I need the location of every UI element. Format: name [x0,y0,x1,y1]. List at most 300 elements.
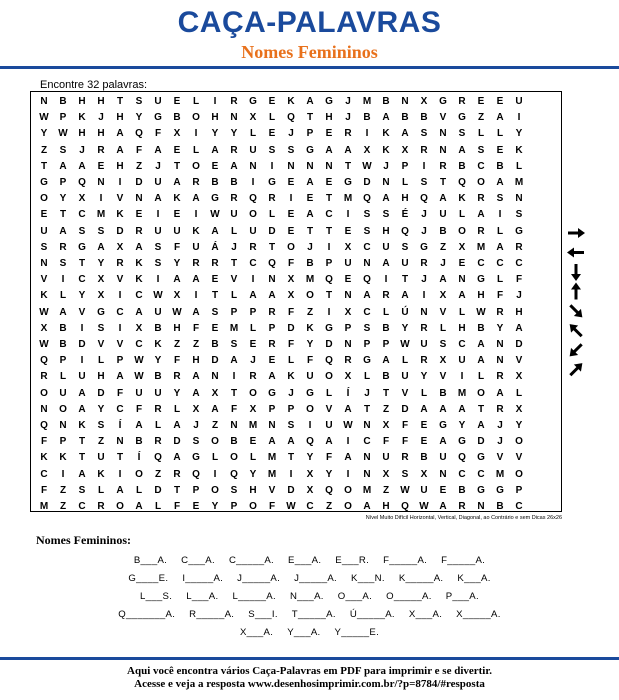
grid-cell[interactable]: T [287,452,295,464]
grid-cell[interactable]: X [344,371,352,383]
grid-cell[interactable]: J [231,241,237,253]
grid-cell[interactable]: N [382,177,390,188]
grid-cell[interactable]: A [211,144,219,156]
grid-cell[interactable]: F [382,436,390,448]
grid-cell[interactable]: L [287,355,295,367]
grid-cell[interactable]: Z [192,339,200,350]
grid-cell[interactable]: L [382,306,390,318]
grid-cell[interactable]: P [59,355,67,367]
grid-cell[interactable]: E [135,209,143,221]
grid-cell[interactable]: O [306,290,314,302]
grid-cell[interactable]: Z [211,420,219,431]
grid-cell[interactable]: K [306,322,314,334]
grid-cell[interactable]: A [439,436,447,448]
grid-cell[interactable]: E [458,258,466,269]
grid-cell[interactable]: U [135,387,143,399]
grid-cell[interactable]: V [439,306,447,318]
grid-cell[interactable]: A [496,177,504,188]
grid-cell[interactable]: L [401,177,409,188]
grid-cell[interactable]: B [59,339,67,350]
grid-cell[interactable]: W [134,371,144,383]
grid-cell[interactable]: E [287,177,295,188]
grid-cell[interactable]: Y [230,128,238,140]
grid-cell[interactable]: I [80,322,84,334]
grid-cell[interactable]: A [154,193,162,205]
grid-cell[interactable]: O [458,225,466,237]
grid-cell[interactable]: W [362,160,372,172]
grid-cell[interactable]: H [192,355,200,367]
grid-cell[interactable]: I [156,209,160,221]
grid-cell[interactable]: S [97,420,105,431]
grid-cell[interactable]: T [306,112,314,124]
grid-cell[interactable]: E [268,96,276,107]
grid-cell[interactable]: B [230,177,238,188]
grid-cell[interactable]: B [420,112,428,124]
grid-cell[interactable]: A [477,209,485,221]
grid-cell[interactable]: K [59,452,67,464]
grid-cell[interactable]: Q [401,225,409,237]
grid-cell[interactable]: R [154,403,162,415]
grid-cell[interactable]: B [382,371,390,383]
grid-cell[interactable]: H [249,484,257,496]
grid-cell[interactable]: N [363,468,371,480]
grid-cell[interactable]: J [79,144,85,156]
grid-cell[interactable]: K [116,209,124,221]
grid-cell[interactable]: S [59,258,67,269]
grid-cell[interactable]: I [61,468,65,480]
grid-cell[interactable]: J [288,128,294,140]
grid-cell[interactable]: G [97,306,105,318]
grid-cell[interactable]: X [97,274,105,286]
grid-cell[interactable]: L [401,355,409,367]
grid-cell[interactable]: G [344,177,352,188]
grid-cell[interactable]: N [515,193,523,205]
grid-cell[interactable]: O [344,484,352,496]
grid-cell[interactable]: L [496,274,504,286]
grid-cell[interactable]: N [496,339,504,350]
grid-cell[interactable]: M [267,468,277,480]
grid-cell[interactable]: A [78,403,86,415]
grid-cell[interactable]: T [268,241,276,253]
grid-cell[interactable]: Y [135,112,143,124]
grid-cell[interactable]: O [40,387,48,399]
grid-cell[interactable]: J [364,387,370,399]
grid-cell[interactable]: P [249,306,257,318]
grid-cell[interactable]: C [477,258,485,269]
grid-cell[interactable]: M [267,452,277,464]
grid-cell[interactable]: R [344,355,352,367]
grid-cell[interactable]: G [154,112,162,124]
grid-cell[interactable]: G [40,177,48,188]
grid-cell[interactable]: Q [268,258,276,269]
grid-cell[interactable]: L [154,501,162,512]
grid-cell[interactable]: N [363,420,371,431]
grid-cell[interactable]: R [458,501,466,512]
grid-cell[interactable]: E [496,144,504,156]
grid-cell[interactable]: O [116,501,124,512]
grid-cell[interactable]: C [135,290,143,302]
grid-cell[interactable]: O [192,160,200,172]
grid-cell[interactable]: N [59,420,67,431]
grid-cell[interactable]: N [401,96,409,107]
grid-cell[interactable]: A [116,371,124,383]
grid-cell[interactable]: V [230,274,238,286]
grid-cell[interactable]: R [97,501,105,512]
grid-cell[interactable]: C [135,339,143,350]
grid-cell[interactable]: A [496,241,504,253]
grid-cell[interactable]: N [268,274,276,286]
grid-cell[interactable]: C [363,241,371,253]
grid-cell[interactable]: X [458,241,466,253]
grid-cell[interactable]: H [458,322,466,334]
grid-cell[interactable]: U [59,387,67,399]
grid-cell[interactable]: E [420,420,428,431]
grid-cell[interactable]: G [363,355,371,367]
grid-cell[interactable]: R [249,371,257,383]
grid-cell[interactable]: X [97,290,105,302]
grid-cell[interactable]: X [287,290,295,302]
grid-cell[interactable]: P [325,258,333,269]
grid-cell[interactable]: S [515,209,523,221]
grid-cell[interactable]: X [382,420,390,431]
grid-cell[interactable]: O [515,436,523,448]
grid-cell[interactable]: X [515,371,523,383]
grid-cell[interactable]: Y [78,290,86,302]
grid-cell[interactable]: Q [420,193,428,205]
grid-cell[interactable]: W [134,355,144,367]
grid-cell[interactable]: L [135,484,143,496]
grid-cell[interactable]: C [116,306,124,318]
grid-cell[interactable]: G [458,112,466,124]
grid-cell[interactable]: R [211,258,219,269]
grid-cell[interactable]: C [116,403,124,415]
grid-cell[interactable]: L [59,290,67,302]
grid-cell[interactable]: S [97,322,105,334]
grid-cell[interactable]: K [287,96,295,107]
grid-cell[interactable]: O [211,436,219,448]
grid-cell[interactable]: N [344,339,352,350]
grid-cell[interactable]: T [382,387,390,399]
grid-cell[interactable]: H [401,193,409,205]
grid-cell[interactable]: P [268,322,276,334]
grid-cell[interactable]: P [59,112,67,124]
grid-cell[interactable]: I [422,160,426,172]
grid-cell[interactable]: F [515,274,523,286]
grid-cell[interactable]: F [40,436,48,448]
grid-cell[interactable]: A [173,420,181,431]
grid-cell[interactable]: T [78,452,86,464]
grid-cell[interactable]: N [306,160,314,172]
grid-cell[interactable]: R [97,144,105,156]
grid-cell[interactable]: O [135,468,143,480]
grid-cell[interactable]: I [232,371,236,383]
grid-cell[interactable]: N [477,501,485,512]
grid-cell[interactable]: I [346,436,350,448]
grid-cell[interactable]: A [515,322,523,334]
grid-cell[interactable]: N [40,403,48,415]
grid-cell[interactable]: V [401,387,409,399]
grid-cell[interactable]: B [401,112,409,124]
grid-cell[interactable]: B [420,452,428,464]
grid-cell[interactable]: U [401,258,409,269]
grid-cell[interactable]: L [496,225,504,237]
grid-cell[interactable]: O [515,468,523,480]
grid-cell[interactable]: R [496,371,504,383]
grid-cell[interactable]: A [439,403,447,415]
grid-cell[interactable]: Z [382,484,390,496]
grid-cell[interactable]: A [458,290,466,302]
grid-cell[interactable]: N [496,355,504,367]
grid-cell[interactable]: X [344,241,352,253]
grid-cell[interactable]: Q [135,128,143,140]
grid-cell[interactable]: I [61,274,65,286]
grid-cell[interactable]: K [287,371,295,383]
grid-cell[interactable]: F [154,128,162,140]
grid-cell[interactable]: I [118,177,122,188]
grid-cell[interactable]: T [344,160,352,172]
grid-cell[interactable]: A [135,241,143,253]
grid-cell[interactable]: H [382,225,390,237]
grid-cell[interactable]: G [192,452,200,464]
grid-cell[interactable]: W [39,339,49,350]
grid-cell[interactable]: Z [477,112,485,124]
grid-cell[interactable]: A [97,241,105,253]
grid-cell[interactable]: B [173,112,181,124]
grid-cell[interactable]: Q [325,484,333,496]
grid-cell[interactable]: S [230,484,238,496]
grid-cell[interactable]: C [40,468,48,480]
grid-cell[interactable]: V [439,112,447,124]
grid-cell[interactable]: A [477,355,485,367]
grid-cell[interactable]: P [59,436,67,448]
grid-cell[interactable]: U [154,96,162,107]
grid-cell[interactable]: A [116,128,124,140]
grid-cell[interactable]: B [211,339,219,350]
grid-cell[interactable]: I [194,290,198,302]
grid-cell[interactable]: T [211,290,219,302]
grid-cell[interactable]: C [496,258,504,269]
grid-cell[interactable]: I [289,193,293,205]
grid-cell[interactable]: U [439,452,447,464]
grid-cell[interactable]: Ú [401,306,409,318]
grid-cell[interactable]: Y [306,452,314,464]
grid-cell[interactable]: E [192,501,200,512]
grid-cell[interactable]: B [496,160,504,172]
grid-cell[interactable]: Z [59,501,67,512]
grid-cell[interactable]: B [458,160,466,172]
grid-cell[interactable]: Y [306,339,314,350]
grid-cell[interactable]: Q [40,355,48,367]
grid-cell[interactable]: L [59,371,67,383]
grid-cell[interactable]: S [401,468,409,480]
grid-cell[interactable]: A [135,306,143,318]
grid-cell[interactable]: B [154,371,162,383]
grid-cell[interactable]: A [439,193,447,205]
grid-cell[interactable]: E [40,209,48,221]
grid-cell[interactable]: N [344,290,352,302]
grid-cell[interactable]: P [268,403,276,415]
grid-cell[interactable]: R [268,306,276,318]
grid-cell[interactable]: S [192,436,200,448]
grid-cell[interactable]: O [477,177,485,188]
grid-cell[interactable]: U [401,371,409,383]
grid-cell[interactable]: Q [363,193,371,205]
grid-cell[interactable]: I [251,274,255,286]
grid-cell[interactable]: U [154,387,162,399]
grid-cell[interactable]: T [173,160,181,172]
grid-cell[interactable]: B [154,322,162,334]
grid-cell[interactable]: G [78,241,86,253]
grid-cell[interactable]: Y [249,468,257,480]
grid-cell[interactable]: A [401,290,409,302]
grid-cell[interactable]: Q [458,452,466,464]
grid-cell[interactable]: W [153,290,163,302]
grid-cell[interactable]: C [249,258,257,269]
grid-cell[interactable]: N [420,306,428,318]
grid-cell[interactable]: Z [325,501,333,512]
grid-cell[interactable]: L [268,112,276,124]
grid-cell[interactable]: H [78,128,86,140]
grid-cell[interactable]: E [325,177,333,188]
grid-cell[interactable]: E [420,436,428,448]
grid-cell[interactable]: P [401,160,409,172]
grid-cell[interactable]: M [362,484,372,496]
grid-cell[interactable]: C [325,209,333,221]
grid-cell[interactable]: S [363,322,371,334]
grid-cell[interactable]: Y [173,258,181,269]
grid-cell[interactable]: X [192,403,200,415]
grid-cell[interactable]: X [420,96,428,107]
grid-cell[interactable]: R [230,193,238,205]
grid-cell[interactable]: B [59,96,67,107]
grid-cell[interactable]: C [477,468,485,480]
grid-cell[interactable]: Z [59,484,67,496]
grid-cell[interactable]: E [249,339,257,350]
grid-cell[interactable]: N [325,160,333,172]
grid-cell[interactable]: J [497,420,503,431]
grid-cell[interactable]: B [439,387,447,399]
grid-cell[interactable]: C [78,209,86,221]
grid-cell[interactable]: T [306,225,314,237]
grid-cell[interactable]: G [211,193,219,205]
grid-cell[interactable]: X [439,355,447,367]
grid-cell[interactable]: A [363,290,371,302]
grid-cell[interactable]: N [439,128,447,140]
grid-cell[interactable]: P [306,128,314,140]
grid-cell[interactable]: J [440,258,446,269]
grid-cell[interactable]: S [420,128,428,140]
grid-cell[interactable]: Q [306,436,314,448]
grid-cell[interactable]: I [346,209,350,221]
grid-cell[interactable]: C [515,258,523,269]
grid-cell[interactable]: N [40,258,48,269]
grid-cell[interactable]: B [306,258,314,269]
grid-cell[interactable]: E [173,96,181,107]
grid-cell[interactable]: G [268,177,276,188]
grid-cell[interactable]: I [194,209,198,221]
grid-cell[interactable]: U [249,144,257,156]
grid-cell[interactable]: Z [439,241,447,253]
grid-cell[interactable]: L [211,452,219,464]
grid-cell[interactable]: H [477,290,485,302]
grid-cell[interactable]: R [192,177,200,188]
grid-cell[interactable]: F [173,241,181,253]
grid-cell[interactable]: P [515,484,523,496]
grid-cell[interactable]: Y [97,403,105,415]
grid-cell[interactable]: N [439,468,447,480]
grid-cell[interactable]: K [40,452,48,464]
grid-cell[interactable]: D [173,436,181,448]
grid-cell[interactable]: L [230,225,238,237]
grid-cell[interactable]: T [116,96,124,107]
grid-cell[interactable]: X [420,468,428,480]
grid-cell[interactable]: N [230,420,238,431]
grid-cell[interactable]: L [477,371,485,383]
grid-cell[interactable]: I [194,128,198,140]
grid-cell[interactable]: P [116,355,124,367]
grid-cell[interactable]: Q [192,468,200,480]
grid-cell[interactable]: G [306,144,314,156]
grid-cell[interactable]: S [211,306,219,318]
grid-cell[interactable]: M [39,501,49,512]
grid-cell[interactable]: Y [211,128,219,140]
grid-cell[interactable]: G [458,436,466,448]
grid-cell[interactable]: F [325,452,333,464]
grid-cell[interactable]: L [363,371,371,383]
grid-cell[interactable]: L [230,290,238,302]
grid-cell[interactable]: J [516,290,522,302]
grid-cell[interactable]: V [515,355,523,367]
grid-cell[interactable]: S [496,193,504,205]
grid-cell[interactable]: O [40,193,48,205]
grid-cell[interactable]: Z [173,339,181,350]
grid-cell[interactable]: Y [458,420,466,431]
grid-cell[interactable]: V [116,339,124,350]
grid-cell[interactable]: U [192,241,200,253]
grid-cell[interactable]: T [325,225,333,237]
grid-cell[interactable]: L [173,403,181,415]
grid-cell[interactable]: F [173,355,181,367]
grid-cell[interactable]: A [173,177,181,188]
grid-cell[interactable]: I [308,420,312,431]
grid-cell[interactable]: A [192,387,200,399]
grid-cell[interactable]: D [78,339,86,350]
grid-cell[interactable]: S [135,96,143,107]
grid-cell[interactable]: G [420,241,428,253]
grid-cell[interactable]: G [249,96,257,107]
grid-cell[interactable]: S [268,144,276,156]
grid-cell[interactable]: N [363,258,371,269]
grid-cell[interactable]: Y [59,193,67,205]
grid-cell[interactable]: M [96,209,106,221]
grid-cell[interactable]: W [39,112,49,124]
grid-cell[interactable]: V [496,452,504,464]
grid-cell[interactable]: N [287,160,295,172]
grid-cell[interactable]: E [344,274,352,286]
grid-cell[interactable]: H [325,112,333,124]
grid-cell[interactable]: I [365,128,369,140]
grid-cell[interactable]: R [420,144,428,156]
grid-cell[interactable]: Y [97,258,105,269]
grid-cell[interactable]: N [40,96,48,107]
grid-cell[interactable]: U [154,306,162,318]
grid-cell[interactable]: Y [40,128,48,140]
grid-cell[interactable]: A [78,160,86,172]
grid-cell[interactable]: E [249,436,257,448]
grid-cell[interactable]: J [421,225,427,237]
grid-cell[interactable]: H [78,96,86,107]
grid-cell[interactable]: É [401,209,409,221]
